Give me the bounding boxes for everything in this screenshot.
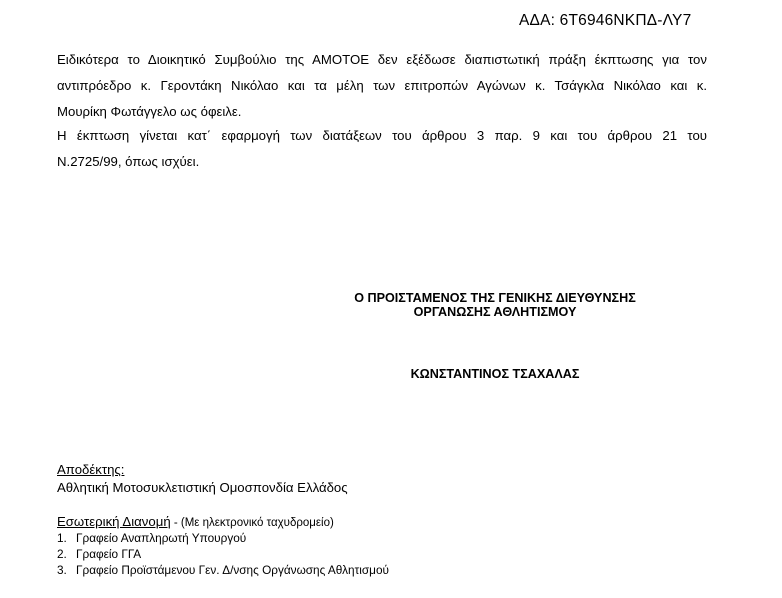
- list-item-label: Γραφείο Αναπληρωτή Υπουργού: [76, 531, 247, 545]
- signatory-name: ΚΩΝΣΤΑΝΤΙΝΟΣ ΤΣΑΧΑΛΑΣ: [410, 367, 580, 381]
- ada-code: ΑΔΑ: 6Τ6946ΝΚΠΔ-ΛΥ7: [519, 12, 692, 29]
- internal-distribution-note: - (Με ηλεκτρονικό ταχυδρομείο): [170, 517, 334, 529]
- body-line-5: Ν.2725/99, όπως ισχύει.: [57, 154, 200, 169]
- recipient-heading: Αποδέκτης:: [57, 462, 125, 477]
- signatory-title-line-1: Ο ΠΡΟΙΣΤΑΜΕΝΟΣ ΤΗΣ ΓΕΝΙΚΗΣ ΔΙΕΥΘΥΝΣΗΣ: [354, 291, 636, 305]
- internal-distribution: [57, 514, 334, 529]
- list-item-number: 1.: [57, 531, 67, 545]
- signatory-title-line-2: ΟΡΓΑΝΩΣΗΣ ΑΘΛΗΤΙΣΜΟΥ: [413, 305, 577, 319]
- body-line-3: Μουρίκη Φωτάγγελο ως όφειλε.: [57, 104, 242, 119]
- list-item-label: Γραφείο Προϊστάμενου Γεν. Δ/νσης Οργάνωσης Αθλητισμού: [76, 563, 389, 577]
- body-line-2: αντιπρόεδρο κ. Γεροντάκη Νικόλαο και τα μέλη των επιτροπών Αγώνων κ. Τσάγκλα Νικόλαο και κ.: [57, 78, 707, 93]
- recipient-name: Αθλητική Μοτοσυκλετιστική Ομοσπονδία Ελλάδος: [57, 480, 348, 495]
- list-item-label: Γραφείο ΓΓΑ: [76, 547, 142, 561]
- body-line-4: Η έκπτωση γίνεται κατ΄ εφαρμογή των διατάξεων του άρθρου 3 παρ. 9 και του άρθρου 21 του: [57, 128, 707, 143]
- body-line-1: Ειδικότερα το Διοικητικό Συμβούλιο της ΑΜΟΤΟΕ δεν εξέδωσε διαπιστωτική πράξη έκπτωσης για τον: [57, 52, 707, 67]
- internal-distribution-heading: Εσωτερική Διανομή: [57, 514, 171, 529]
- list-item: [57, 546, 389, 562]
- list-item-number: 2.: [57, 547, 67, 561]
- list-item-number: 3.: [57, 563, 67, 577]
- distribution-list: [57, 530, 389, 578]
- list-item: [57, 562, 389, 578]
- list-item: [57, 530, 389, 546]
